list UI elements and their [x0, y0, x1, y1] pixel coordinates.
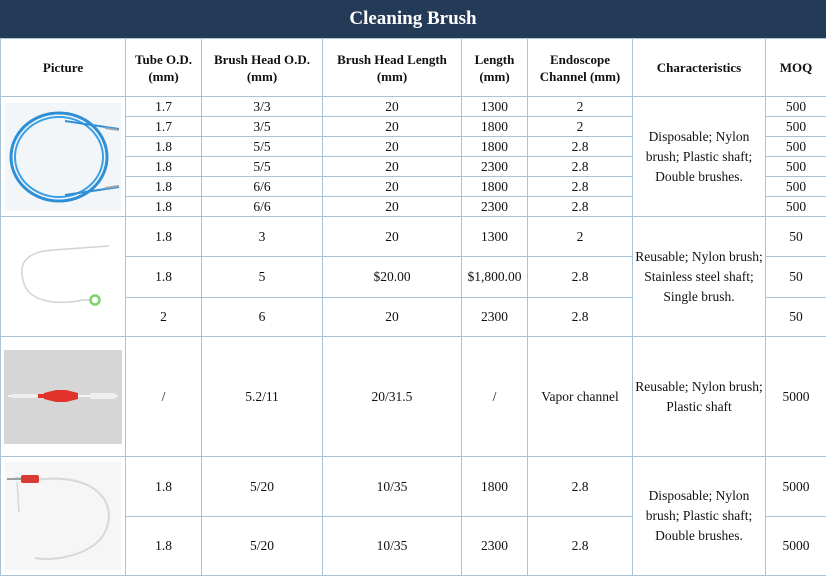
cell-endoscope-channel: 2: [528, 97, 633, 117]
col-header-endoscope-channel: Endoscope Channel (mm): [528, 39, 633, 97]
cell-brush-head-od: 5: [202, 257, 323, 297]
cell-length: 1800: [462, 177, 528, 197]
red-handle-brush-image: [4, 350, 122, 444]
cell-length: /: [462, 337, 528, 457]
cell-length: $1,800.00: [462, 257, 528, 297]
cell-brush-head-length: 20: [323, 217, 462, 257]
cell-moq: 500: [766, 117, 826, 137]
cell-characteristics: Disposable; Nylon brush; Plastic shaft; Double brushes.: [633, 457, 766, 576]
cell-moq: 50: [766, 217, 826, 257]
cell-moq: 500: [766, 197, 826, 217]
cell-brush-head-length: $20.00: [323, 257, 462, 297]
col-header-moq: MOQ: [766, 39, 826, 97]
cell-tube-od: 1.8: [126, 457, 202, 517]
cell-brush-head-length: 10/35: [323, 517, 462, 576]
cell-moq: 500: [766, 157, 826, 177]
cell-tube-od: 2: [126, 297, 202, 336]
cell-brush-head-length: 20: [323, 97, 462, 117]
cell-length: 2300: [462, 517, 528, 576]
cell-length: 2300: [462, 297, 528, 336]
cell-endoscope-channel: 2.8: [528, 257, 633, 297]
cell-characteristics: Reusable; Nylon brush; Plastic shaft: [633, 337, 766, 457]
product-photo-cell: [1, 337, 126, 457]
cell-endoscope-channel: Vapor channel: [528, 337, 633, 457]
cell-brush-head-od: 5/20: [202, 517, 323, 576]
cell-moq: 500: [766, 97, 826, 117]
cell-moq: 5000: [766, 517, 826, 576]
cell-brush-head-od: 5/20: [202, 457, 323, 517]
cell-moq: 50: [766, 257, 826, 297]
table-row: [1, 217, 826, 257]
cell-endoscope-channel: 2.8: [528, 137, 633, 157]
col-header-brush-head-length: Brush Head Length (mm): [323, 39, 462, 97]
cell-tube-od: 1.8: [126, 517, 202, 576]
header-row: [1, 39, 826, 97]
cell-endoscope-channel: 2: [528, 217, 633, 257]
cell-tube-od: 1.7: [126, 97, 202, 117]
col-header-tube-od: Tube O.D. (mm): [126, 39, 202, 97]
table-row: [1, 97, 826, 117]
cell-tube-od: 1.8: [126, 177, 202, 197]
cell-endoscope-channel: 2.8: [528, 177, 633, 197]
cell-tube-od: /: [126, 337, 202, 457]
cell-characteristics: Disposable; Nylon brush; Plastic shaft; Double brushes.: [633, 97, 766, 217]
cell-characteristics: Reusable; Nylon brush; Stainless steel shaft; Single brush.: [633, 217, 766, 337]
cell-tube-od: 1.8: [126, 257, 202, 297]
col-header-characteristics: Characteristics: [633, 39, 766, 97]
cell-brush-head-length: 20: [323, 297, 462, 336]
table-row: [1, 457, 826, 517]
product-photo-cell: [1, 217, 126, 337]
cell-endoscope-channel: 2.8: [528, 457, 633, 517]
table-row: [1, 337, 826, 457]
cell-brush-head-length: 20: [323, 177, 462, 197]
cell-tube-od: 1.8: [126, 217, 202, 257]
cell-tube-od: 1.8: [126, 137, 202, 157]
col-header-length: Length (mm): [462, 39, 528, 97]
cell-brush-head-od: 3/5: [202, 117, 323, 137]
spec-table: [0, 38, 826, 576]
cell-length: 1300: [462, 97, 528, 117]
cell-length: 1800: [462, 117, 528, 137]
cell-length: 1800: [462, 137, 528, 157]
cell-brush-head-od: 6/6: [202, 177, 323, 197]
table-title: Cleaning Brush: [0, 0, 826, 38]
cell-moq: 500: [766, 137, 826, 157]
cell-length: 2300: [462, 197, 528, 217]
cell-brush-head-length: 20/31.5: [323, 337, 462, 457]
cell-endoscope-channel: 2.8: [528, 197, 633, 217]
cell-brush-head-length: 10/35: [323, 457, 462, 517]
cell-endoscope-channel: 2.8: [528, 297, 633, 336]
clear-tube-brush-image: [5, 462, 121, 570]
col-header-brush-head-od: Brush Head O.D. (mm): [202, 39, 323, 97]
cell-brush-head-od: 3: [202, 217, 323, 257]
cell-length: 2300: [462, 157, 528, 177]
cell-tube-od: 1.8: [126, 197, 202, 217]
cell-moq: 500: [766, 177, 826, 197]
cell-moq: 5000: [766, 337, 826, 457]
cell-length: 1800: [462, 457, 528, 517]
cell-brush-head-length: 20: [323, 197, 462, 217]
product-photo-cell: [1, 97, 126, 217]
cell-endoscope-channel: 2.8: [528, 517, 633, 576]
cell-brush-head-length: 20: [323, 137, 462, 157]
cell-brush-head-length: 20: [323, 117, 462, 137]
cell-tube-od: 1.7: [126, 117, 202, 137]
cell-length: 1300: [462, 217, 528, 257]
cell-endoscope-channel: 2: [528, 117, 633, 137]
cell-moq: 5000: [766, 457, 826, 517]
cell-tube-od: 1.8: [126, 157, 202, 177]
product-photo-cell: [1, 457, 126, 576]
cell-brush-head-od: 5/5: [202, 137, 323, 157]
cell-brush-head-od: 6: [202, 297, 323, 336]
cell-endoscope-channel: 2.8: [528, 157, 633, 177]
cell-brush-head-od: 6/6: [202, 197, 323, 217]
cell-brush-head-od: 5/5: [202, 157, 323, 177]
cell-brush-head-length: 20: [323, 157, 462, 177]
blue-coiled-brush-image: [5, 103, 121, 211]
col-header-picture: Picture: [1, 39, 126, 97]
white-loop-brush-image: [13, 236, 113, 318]
cell-moq: 50: [766, 297, 826, 336]
cell-brush-head-od: 5.2/11: [202, 337, 323, 457]
cell-brush-head-od: 3/3: [202, 97, 323, 117]
